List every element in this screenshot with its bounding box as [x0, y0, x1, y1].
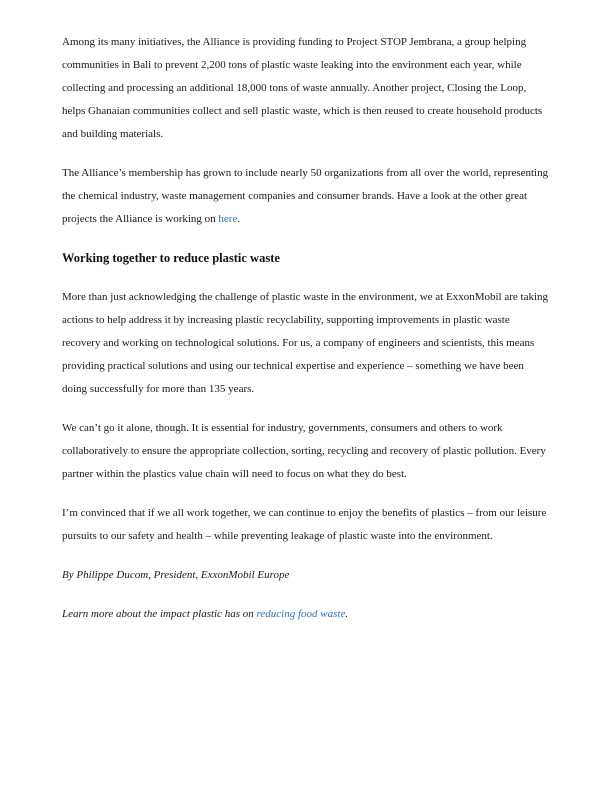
- paragraph-convinced-benefits: I’m convinced that if we all work together, we can continue to enjoy the benefits of plastics – from our leisure pursuits to our safety and health – while preventing leakage of plastic waste into the environment.: [62, 507, 547, 542]
- paragraph-membership-text: The Alliance’s membership has grown to include nearly 50 organizations from all over the world, representing the chemical industry, waste management companies and consumer brands. Have a look at the other great projects the Alliance is working on: [62, 167, 549, 225]
- learn-more-text: Learn more about the impact plastic has on: [62, 608, 257, 620]
- section-heading-working-together: Working together to reduce plastic waste: [62, 251, 280, 265]
- paragraph-membership-period: .: [237, 213, 241, 225]
- reducing-food-waste-link[interactable]: reducing food waste: [256, 608, 346, 620]
- paragraph-cant-go-alone: We can’t go it alone, though. It is essential for industry, governments, consumers and others to work collaboratively to ensure the appropriate collection, sorting, recycling and recovery of plastic pollution. Every partner within the plastics value chain will need to focus on what they do best.: [62, 422, 546, 480]
- paragraph-alliance-initiatives: Among its many initiatives, the Alliance is providing funding to Project STOP Jembrana, a group helping communities in Bali to prevent 2,200 tons of plastic waste leaking into the environment each year, while collecting and processing an additional 18,000 tons of waste annually. Another project, Closing the Loop, helps Ghanaian communities collect and sell plastic waste, which is then reused to create household products and building materials.: [62, 36, 543, 140]
- learn-more-line: [62, 603, 550, 626]
- paragraph-exxonmobil-actions: More than just acknowledging the challenge of plastic waste in the environment, we at ExxonMobil are taking actions to help address it by increasing plastic recyclability, supporting improvements in plastic waste recovery and working on technological solutions. For us, a company of engineers and scientists, this means providing practical solutions and using our technical expertise and experience – something we have been doing successfully for more than 135 years.: [62, 291, 549, 395]
- learn-more-period: .: [345, 608, 349, 620]
- here-link[interactable]: here: [218, 213, 238, 225]
- author-byline: By Philippe Ducom, President, ExxonMobil Europe: [62, 569, 290, 581]
- paragraph-alliance-membership: [62, 162, 550, 231]
